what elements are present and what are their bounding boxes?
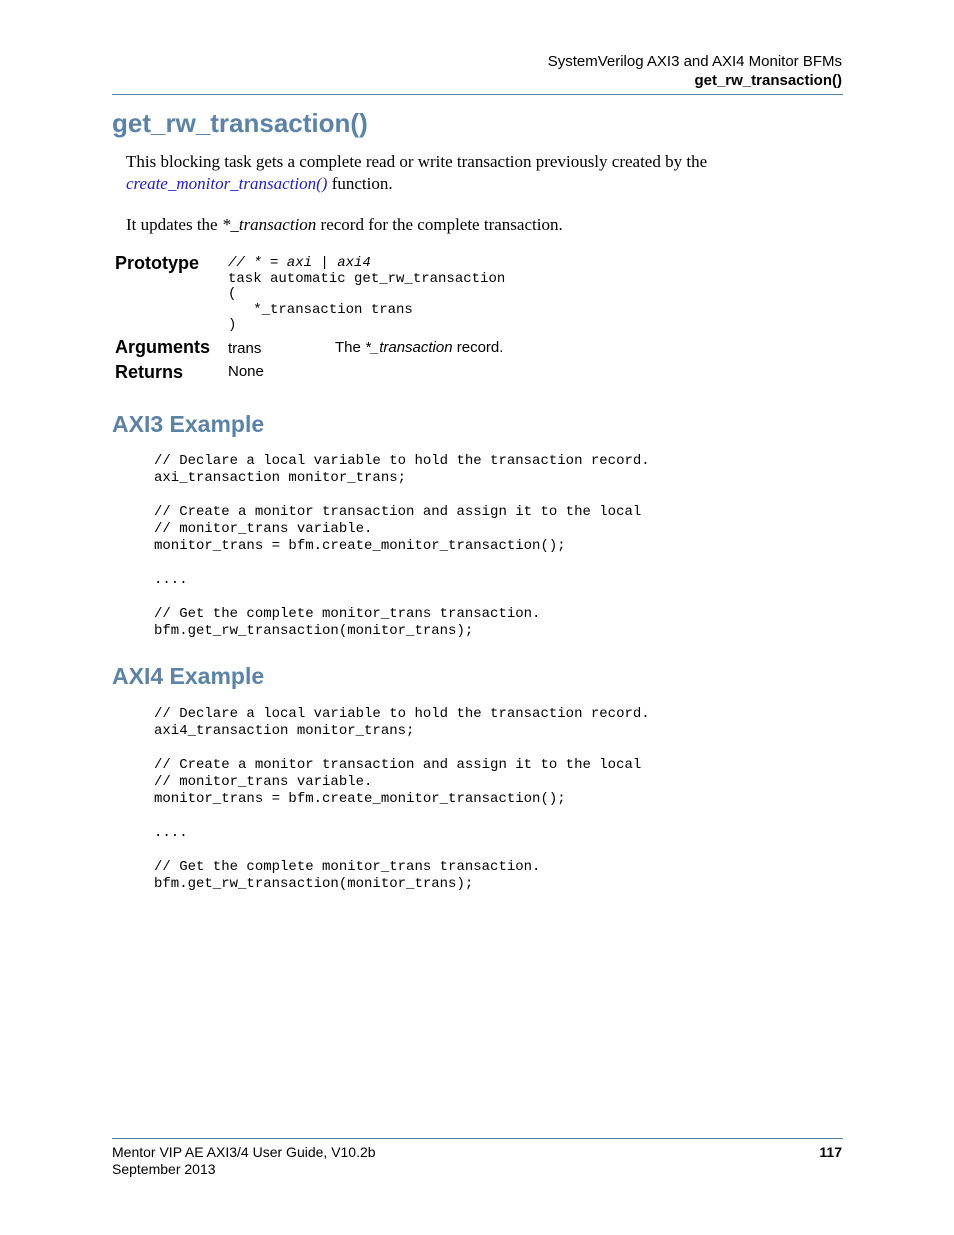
axi3-example-heading: AXI3 Example	[112, 411, 265, 437]
argument-name: trans	[228, 340, 262, 357]
axi4-example-code: // Declare a local variable to hold the transaction record. axi4_transaction monitor_trans; // Create a monitor transaction and assign it to the local // monitor_trans variable. monitor_trans = bfm.create_monitor_transaction(); .... // Get the complete monitor_trans transaction. bfm.get_rw_transaction(monitor_trans);	[154, 706, 650, 892]
prototype-label: Prototype	[115, 253, 200, 273]
page-number: 117	[819, 1144, 842, 1160]
transaction-record-term: *_transaction	[221, 215, 317, 234]
arg-desc-term: *_transaction	[365, 339, 453, 356]
header-rule	[112, 94, 843, 95]
running-header	[548, 52, 842, 90]
prototype-code	[228, 256, 505, 334]
footer-rule	[112, 1138, 843, 1139]
arg-desc-text: The	[335, 339, 366, 356]
footer-date: September 2013	[112, 1161, 216, 1177]
page-title: get_rw_transaction()	[112, 108, 368, 138]
prototype-signature: task automatic get_rw_transaction ( *_transaction trans )	[228, 270, 506, 334]
header-section: get_rw_transaction()	[694, 72, 842, 89]
axi3-example-code: // Declare a local variable to hold the transaction record. axi_transaction monitor_trans; // Create a monitor transaction and assign it to the local // monitor_trans variable. monitor_trans = bfm.create_monitor_transaction(); .... // Get the complete monitor_trans transaction. bfm.get_rw_transaction(monitor_trans);	[154, 453, 650, 639]
returns-label: Returns	[115, 362, 184, 382]
returns-value: None	[228, 363, 264, 380]
intro-text: This blocking task gets a complete read or write transaction previously created by the	[126, 152, 708, 171]
header-chapter: SystemVerilog AXI3 and AXI4 Monitor BFMs	[547, 53, 842, 70]
footer-info	[112, 1144, 376, 1178]
intro-paragraph-2	[126, 214, 826, 236]
arg-desc-text-end: record.	[452, 339, 504, 356]
argument-description	[335, 339, 503, 356]
footer-guide: Mentor VIP AE AXI3/4 User Guide, V10.2b	[112, 1144, 376, 1160]
intro-paragraph-1	[126, 151, 826, 195]
intro-text-end: function.	[327, 174, 393, 193]
arguments-label: Arguments	[115, 337, 211, 357]
intro2-text-end: record for the complete transaction.	[316, 215, 563, 234]
axi4-example-heading: AXI4 Example	[112, 663, 265, 689]
intro2-text: It updates the	[126, 215, 222, 234]
prototype-comment: // * = axi | axi4	[228, 255, 371, 271]
create-monitor-transaction-link[interactable]: create_monitor_transaction()	[126, 174, 328, 193]
